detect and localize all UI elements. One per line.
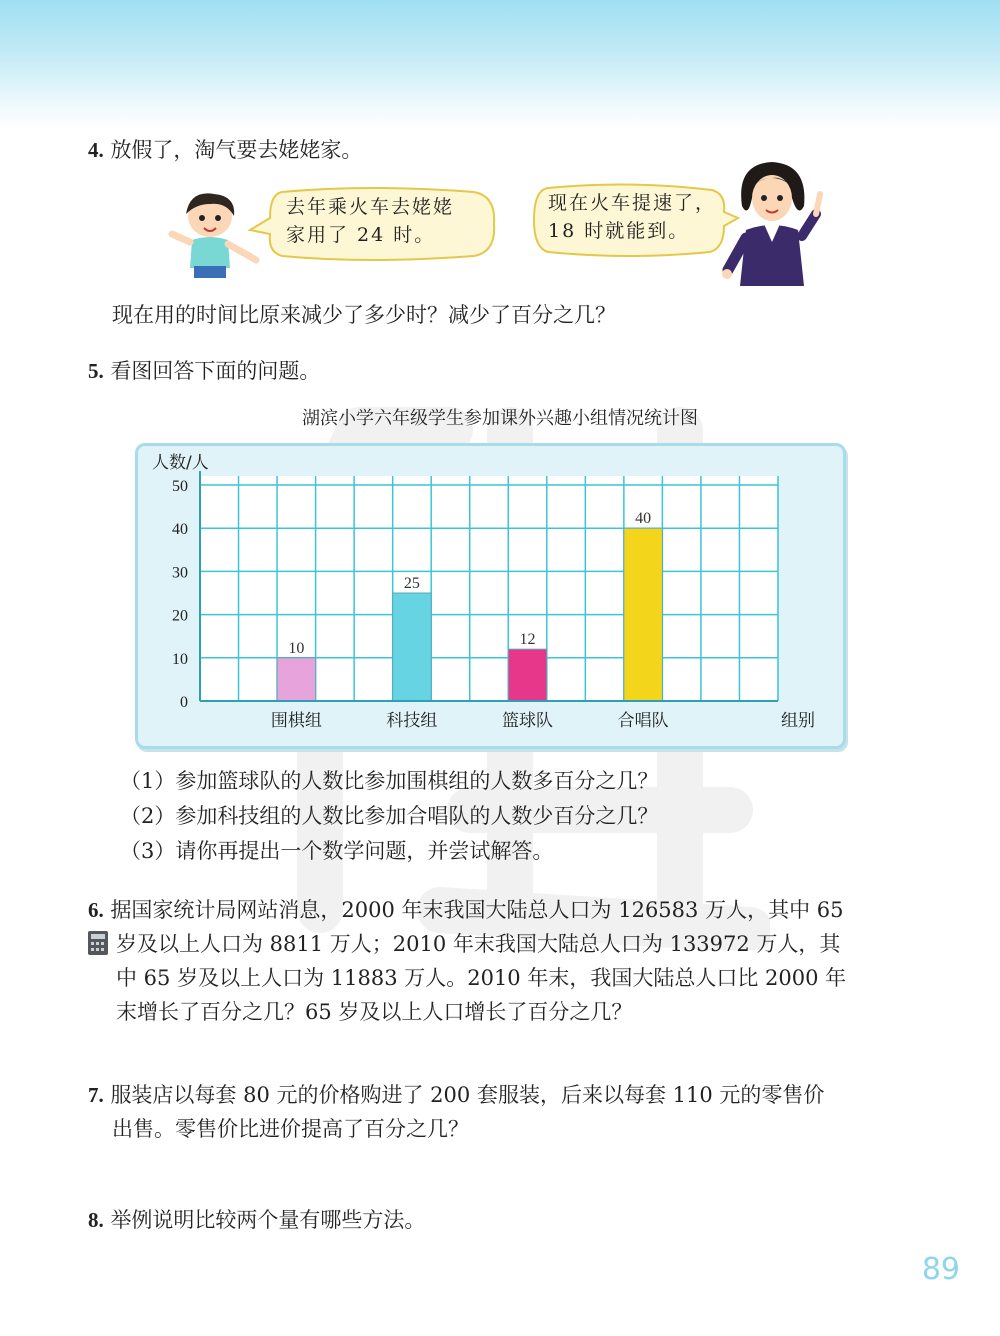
problem-4 — [88, 135, 362, 165]
calculator-icon — [88, 931, 108, 955]
problem-5-sub-2: （2）参加科技组的人数比参加合唱队的人数少百分之几？ — [120, 804, 659, 828]
y-tick-label: 10 — [172, 650, 188, 668]
problem-6-line-1 — [88, 895, 843, 925]
problem-5-sub-3: （3）请你再提出一个数学问题，并尝试解答。 — [120, 839, 554, 863]
problem-5 — [88, 356, 320, 386]
bar-chart — [138, 446, 843, 746]
problem-8-text: 举例说明比较两个量有哪些方法。 — [110, 1208, 426, 1232]
problem-5-text: 看图回答下面的问题。 — [110, 359, 321, 383]
problem-5-number: 5. — [88, 359, 104, 383]
bar-1 — [277, 658, 316, 701]
y-axis-label: 人数/人 — [152, 453, 209, 473]
y-tick-label: 40 — [172, 521, 188, 539]
y-tick-label: 50 — [172, 478, 188, 495]
speech-bubble-left — [248, 186, 500, 262]
problem-4-number: 4. — [88, 138, 104, 162]
x-tick-label: 科技组 — [386, 711, 438, 731]
teacher-illustration — [722, 158, 827, 288]
problem-5-sub-1: （1）参加篮球队的人数比参加围棋组的人数多百分之几？ — [120, 769, 659, 793]
problem-7-line-1 — [88, 1080, 824, 1110]
bubble-right-line-1: 现在火车提速了， — [548, 192, 717, 214]
problem-6-line-3: 中 65 岁及以上人口为 11883 万人。2010 年末，我国大陆总人口比 2000 年 — [116, 966, 847, 990]
problem-6-text-1: 据国家统计局网站消息，2000 年末我国大陆总人口为 126583 万人，其中 65 — [110, 898, 844, 922]
bar-3 — [508, 649, 547, 701]
bubble-right-line-2: 18 时就能到。 — [548, 220, 690, 242]
x-axis-label: 组别 — [781, 711, 815, 731]
y-tick-label: 30 — [172, 564, 188, 582]
problem-6-line-2: 岁及以上人口为 8811 万人；2010 年末我国大陆总人口为 133972 万人，其 — [116, 932, 841, 956]
problem-4-question: 现在用的时间比原来减少了多少时？减少了百分之几？ — [112, 303, 616, 327]
bar-2 — [393, 593, 432, 701]
problem-4-text: 放假了，淘气要去姥姥家。 — [110, 138, 363, 162]
chart-title: 湖滨小学六年级学生参加课外兴趣小组情况统计图 — [302, 408, 698, 429]
x-tick-label: 合唱队 — [617, 711, 669, 731]
bubble-left-line-1: 去年乘火车去姥姥 — [286, 196, 455, 218]
bar-4 — [624, 528, 663, 701]
y-tick-label: 0 — [180, 694, 188, 711]
bar-data-label: 10 — [288, 639, 305, 657]
speech-bubble-right — [530, 182, 740, 258]
problem-8 — [88, 1205, 425, 1235]
problem-6-line-4: 末增长了百分之几？65 岁及以上人口增长了百分之几？ — [116, 1000, 633, 1024]
x-tick-label: 篮球队 — [502, 711, 554, 731]
problem-8-number: 8. — [88, 1208, 104, 1232]
problem-7-line-2: 出售。零售价比进价提高了百分之几？ — [112, 1117, 469, 1141]
bar-data-label: 25 — [403, 575, 420, 592]
bar-data-label: 40 — [635, 510, 652, 528]
bubble-left-line-2: 家用了 24 时。 — [286, 224, 436, 246]
bar-chart-panel — [135, 443, 846, 749]
problem-6-number: 6. — [88, 898, 104, 922]
problem-7-text-1: 服装店以每套 80 元的价格购进了 200 套服装，后来以每套 110 元的零售价 — [110, 1083, 825, 1107]
header-band — [0, 0, 1000, 130]
problem-7-number: 7. — [88, 1083, 104, 1107]
page-number: 89 — [921, 1252, 960, 1287]
x-tick-label: 围棋组 — [270, 711, 322, 731]
y-tick-label: 20 — [172, 607, 188, 625]
bar-data-label: 12 — [519, 631, 536, 649]
